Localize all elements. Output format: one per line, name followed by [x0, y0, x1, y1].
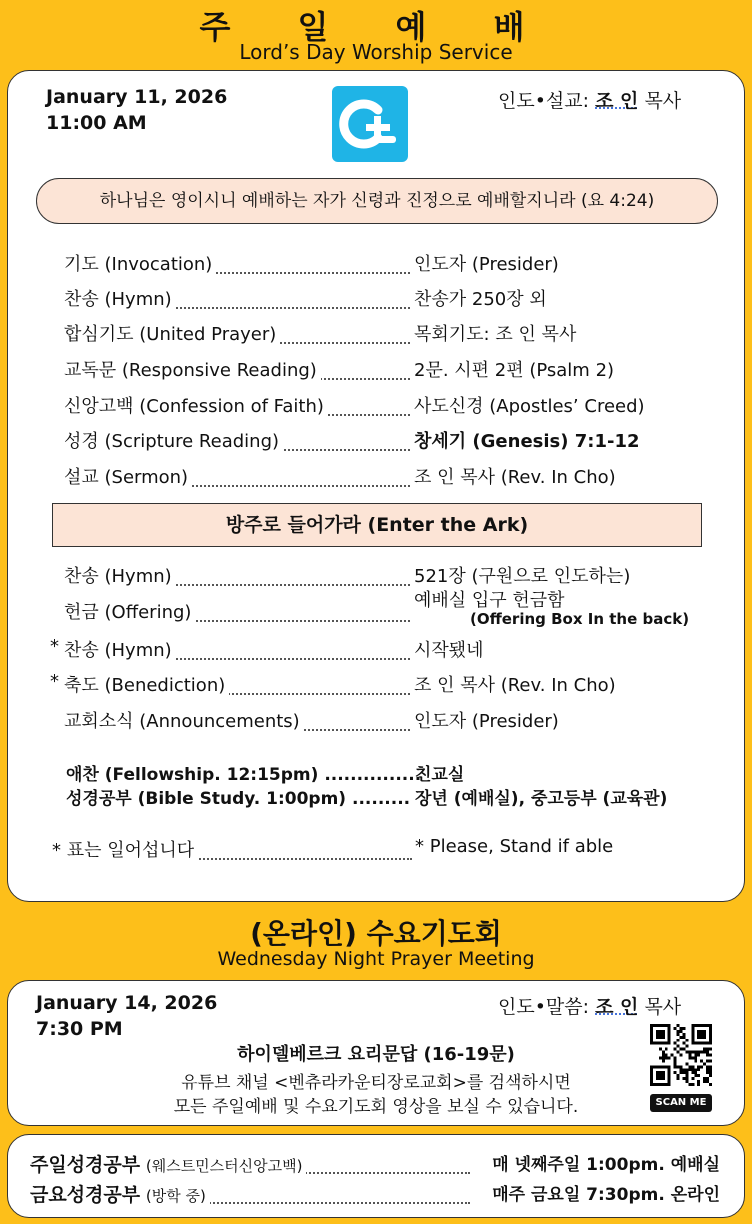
order-item — [64, 356, 684, 382]
fellowship-label: 애찬 (Fellowship. 12:15pm) — [66, 765, 319, 785]
order-item-label: 찬송 (Hymn) — [64, 636, 176, 662]
bible-study-label: 성경공부 (Bible Study. 1:00pm) — [66, 789, 347, 809]
order-item-label: 성경 (Scripture Reading) — [64, 427, 283, 453]
fellowship-line — [66, 760, 421, 785]
fellowship-value: 친교실 — [415, 765, 465, 785]
order-item-value: 목회기도: 조 인 목사 — [414, 324, 577, 345]
wednesday-time: 7:30 PM — [36, 1018, 123, 1040]
order-item-value: 521장 (구원으로 인도하는) — [414, 566, 631, 587]
order-item-value: 창세기 (Genesis) 7:1-12 — [414, 431, 640, 452]
order-item-label: 교독문 (Responsive Reading) — [64, 356, 321, 382]
order-item-label: 찬송 (Hymn) — [64, 285, 176, 311]
wednesday-title: (온라인) 수요기도회 — [250, 917, 502, 950]
stand-mark: * — [50, 671, 59, 692]
wednesday-leader — [498, 992, 681, 1019]
service-date: January 11, 2026 — [46, 86, 228, 108]
church-cross-logo-icon — [332, 86, 408, 162]
order-item-label: 교회소식 (Announcements) — [64, 707, 304, 733]
wednesday-topic: 하이델베르크 요리문답 (16-19문) — [237, 1044, 515, 1065]
leader-title: 목사 — [644, 996, 682, 1018]
page-subtitle: Lord’s Day Worship Service — [239, 40, 513, 64]
order-item-value: 인도자 (Presider) — [414, 711, 559, 732]
order-item-label: 축도 (Benediction) — [64, 671, 229, 697]
scan-me-label: SCAN ME — [650, 1094, 712, 1112]
order-item-value: 조 인 목사 (Rev. In Cho) — [414, 675, 616, 696]
order-item-value: 조 인 목사 (Rev. In Cho) — [414, 467, 616, 488]
leader-name: 조 인 — [595, 996, 639, 1018]
order-item — [64, 320, 684, 346]
study-label: 금요성경공부 — [30, 1184, 141, 1206]
order-item-value: 2문. 시편 2편 (Psalm 2) — [414, 360, 615, 381]
page-title: 주 일 예 배 — [199, 8, 553, 46]
qr-code-icon[interactable] — [650, 1024, 712, 1086]
leader-label: 인도•말씀: — [498, 996, 590, 1018]
order-item-value: 찬송가 250장 외 — [414, 289, 547, 310]
bible-study-value: 장년 (예배실), 중고등부 (교육관) — [415, 789, 668, 809]
order-item — [64, 707, 684, 733]
stand-note-en: * Please, Stand if able — [415, 836, 614, 857]
order-item-label: 설교 (Sermon) — [64, 463, 192, 489]
order-item-label: 기도 (Invocation) — [64, 250, 216, 276]
youtube-line-1: 유튜브 채널 <벤츄라카운티장로교회>를 검색하시면 — [181, 1073, 571, 1093]
order-item-label: 헌금 (Offering) — [64, 598, 195, 624]
order-item — [64, 285, 684, 311]
order-item-value: 예배실 입구 헌금함 — [414, 590, 565, 611]
presider-name: 조 인 — [595, 90, 639, 112]
order-item — [64, 590, 690, 628]
study-value: 매주 금요일 7:30pm. 온라인 — [492, 1185, 720, 1205]
wednesday-subtitle: Wednesday Night Prayer Meeting — [217, 948, 535, 970]
study-label: 주일성경공부 — [30, 1154, 141, 1176]
order-item — [50, 636, 684, 662]
order-item — [64, 463, 684, 489]
study-value: 매 넷째주일 1:00pm. 예배실 — [492, 1155, 720, 1175]
verse-text: 하나님은 영이시니 예배하는 자가 신령과 진정으로 예배할지니라 (요 4:24) — [99, 191, 655, 211]
order-item — [64, 250, 684, 276]
order-item-label: 찬송 (Hymn) — [64, 562, 176, 588]
fellowship-dots: ............... — [324, 765, 422, 785]
stand-note-ko: * 표는 일어섭니다 — [52, 836, 198, 862]
sermon-title: 방주로 들어가라 (Enter the Ark) — [225, 514, 529, 536]
wednesday-date: January 14, 2026 — [36, 992, 218, 1014]
order-item — [64, 427, 684, 453]
stand-mark: * — [50, 636, 59, 657]
order-item — [50, 671, 684, 697]
service-time: 11:00 AM — [46, 112, 147, 134]
youtube-line-2: 모든 주일예배 및 수요기도회 영상을 보실 수 있습니다. — [173, 1097, 579, 1117]
order-item-value: 사도신경 (Apostles’ Creed) — [414, 396, 645, 417]
study-sub: (방학 중) — [145, 1187, 206, 1205]
order-item-label: 신앙고백 (Confession of Faith) — [64, 392, 328, 418]
study-item — [30, 1180, 720, 1206]
sermon-title-box — [52, 503, 702, 547]
order-item-value: 인도자 (Presider) — [414, 254, 559, 275]
presider-title: 목사 — [644, 90, 682, 112]
bible-study-dots: ......... — [352, 789, 411, 809]
order-item-value-en: (Offering Box In the back) — [470, 610, 690, 628]
order-item-label: 합심기도 (United Prayer) — [64, 320, 280, 346]
verse-banner — [36, 178, 718, 224]
presider-line — [498, 86, 681, 113]
bible-study-line — [66, 784, 410, 809]
order-item-value: 시작됐네 — [414, 640, 484, 661]
order-item — [64, 392, 684, 418]
study-sub: (웨스트민스터신앙고백) — [145, 1157, 303, 1175]
order-item — [64, 562, 684, 588]
presider-label: 인도•설교: — [498, 90, 590, 112]
study-item — [30, 1150, 720, 1176]
